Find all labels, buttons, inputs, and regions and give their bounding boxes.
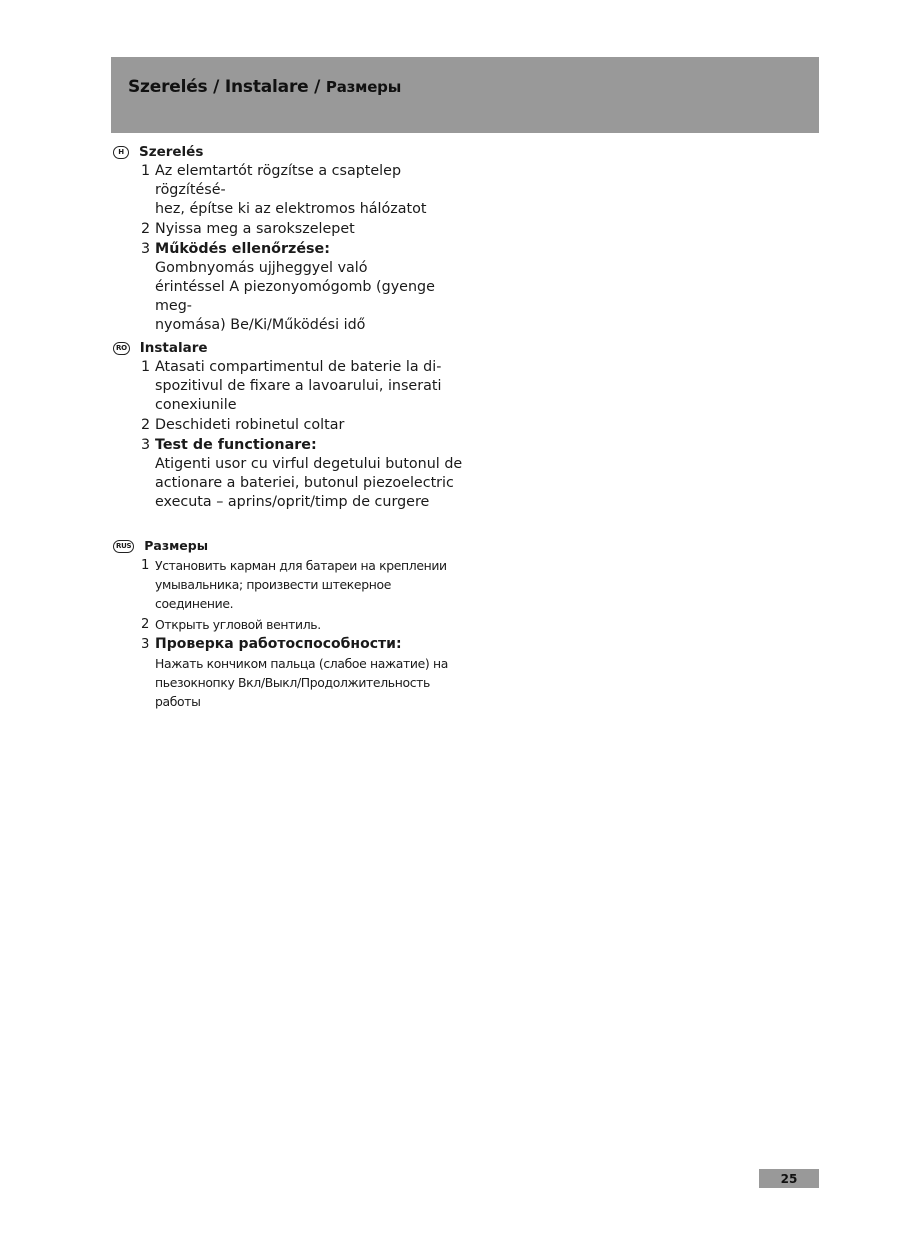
section-hungarian (113, 143, 463, 335)
step-heading: Működés ellenőrzése: (155, 241, 330, 257)
section-romanian (113, 339, 463, 512)
step-line: conexiunile (155, 397, 237, 413)
language-badge-icon: RO (113, 342, 130, 355)
step-line: Gombnyomás ujjheggyel való (155, 260, 368, 276)
section-title: Instalare (139, 339, 208, 356)
step-number: 1 (141, 359, 151, 375)
step-line: executa – aprins/oprit/timp de curgere (155, 494, 430, 510)
section-header (113, 143, 463, 161)
step-1 (113, 556, 463, 614)
step-line: работы (155, 694, 201, 710)
step-1 (113, 162, 463, 219)
step-number: 1 (141, 558, 150, 573)
step-line: actionare a bateriei, butonul piezoelectric (155, 475, 454, 491)
section-header (113, 537, 463, 555)
step-heading: Test de functionare: (155, 437, 317, 453)
step-line: Открыть угловой вентиль. (155, 616, 321, 632)
section-title: Szerelés (139, 143, 204, 160)
step-line: Установить карман для батареи на креплении (155, 558, 447, 573)
step-line: пьезокнопку Вкл/Выкл/Продолжительность (155, 675, 430, 691)
step-line: Atigenti usor cu virful degetului butonul de (155, 456, 463, 472)
page-number: 25 (759, 1169, 819, 1188)
page-title: Szerelés / Instalare / Размеры (128, 77, 402, 97)
step-2 (113, 220, 463, 239)
step-line: Нажать кончиком пальца (слабое нажатие) на (155, 656, 448, 672)
language-badge-icon: RUS (113, 540, 134, 553)
section-russian (113, 537, 463, 712)
step-line: nyomása) Be/Ki/Működési idő (155, 317, 366, 333)
step-line: Az elemtartót rögzítse a csaptelep rögzítésé- (155, 163, 402, 198)
step-line: умывальника; произвести штекерное соединение. (155, 577, 391, 612)
section-header (113, 339, 463, 357)
step-number: 2 (141, 417, 151, 433)
step-2 (113, 416, 463, 435)
language-badge-icon: H (113, 146, 129, 159)
step-line: érintéssel A piezonyomógomb (gyenge meg- (155, 279, 435, 314)
step-1 (113, 358, 463, 415)
step-2 (113, 615, 463, 634)
step-line: spozitivul de fixare a lavoarului, inserati (155, 378, 442, 394)
step-number: 3 (141, 241, 151, 257)
step-line: hez, építse ki az elektromos hálózatot (155, 201, 427, 217)
step-line: Nyissa meg a sarokszelepet (155, 221, 355, 237)
section-title: Размеры (144, 538, 209, 554)
step-heading: Проверка работоспособности: (155, 635, 402, 652)
step-3 (113, 436, 463, 512)
step-3 (113, 240, 463, 335)
step-number: 2 (141, 616, 150, 632)
step-number: 3 (141, 437, 151, 453)
step-line: Atasati compartimentul de baterie la di- (155, 359, 442, 375)
header-band (111, 57, 819, 133)
step-number: 3 (141, 636, 150, 652)
step-number: 1 (141, 163, 151, 179)
step-line: Deschideti robinetul coltar (155, 417, 345, 433)
step-3 (113, 635, 463, 712)
step-number: 2 (141, 221, 151, 237)
